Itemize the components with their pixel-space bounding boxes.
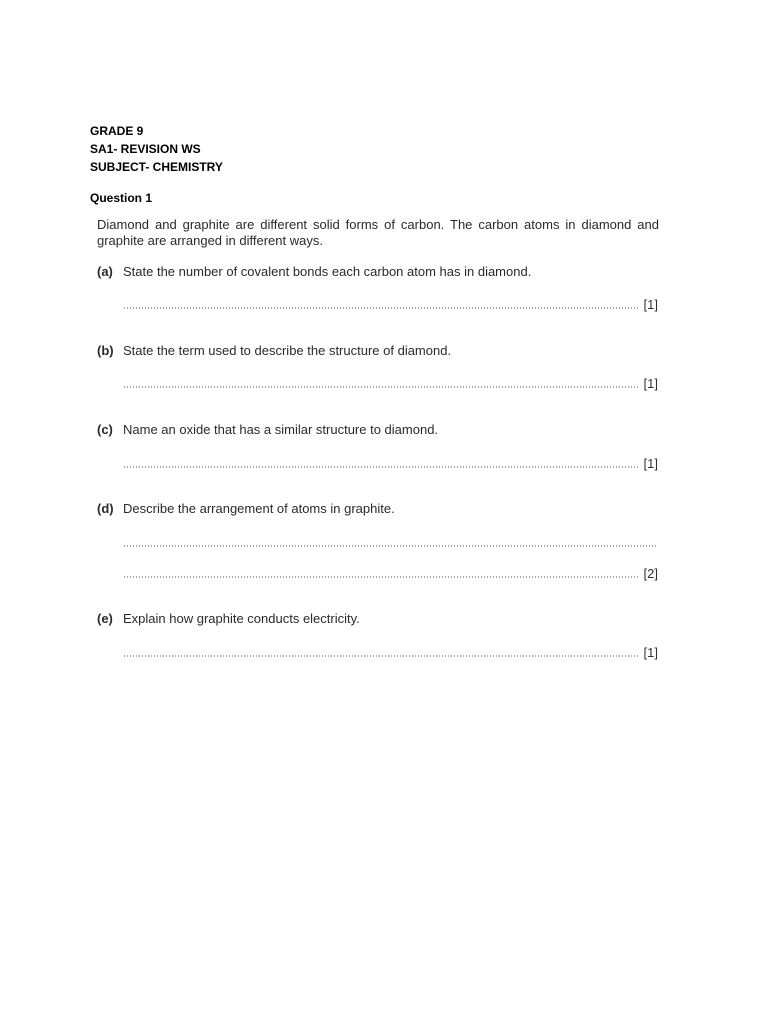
question-part-c bbox=[97, 422, 659, 437]
answer-line-d-1[interactable] bbox=[123, 534, 658, 550]
marks-label: [1] bbox=[643, 456, 658, 471]
dotted-line bbox=[123, 655, 638, 657]
part-label: (c) bbox=[97, 422, 113, 437]
dotted-line bbox=[123, 386, 638, 388]
answer-line-d-2[interactable] bbox=[123, 565, 658, 581]
part-label: (d) bbox=[97, 501, 114, 516]
part-text: State the number of covalent bonds each carbon atom has in diamond. bbox=[123, 264, 532, 279]
answer-line-e[interactable] bbox=[123, 644, 658, 660]
answer-line-b[interactable] bbox=[123, 375, 658, 391]
grade-heading: GRADE 9 bbox=[90, 124, 144, 138]
part-label: (e) bbox=[97, 611, 113, 626]
part-text: Explain how graphite conducts electricity. bbox=[123, 611, 360, 626]
revision-heading: SA1- REVISION WS bbox=[90, 142, 201, 156]
answer-line-a[interactable] bbox=[123, 296, 658, 312]
marks-label: [2] bbox=[643, 566, 658, 581]
part-text: State the term used to describe the structure of diamond. bbox=[123, 343, 452, 358]
question-intro: Diamond and graphite are different solid forms of carbon. The carbon atoms in diamond and graphite are arranged in different ways. bbox=[97, 217, 659, 248]
dotted-line bbox=[123, 545, 658, 547]
subject-heading: SUBJECT- CHEMISTRY bbox=[90, 160, 223, 174]
dotted-line bbox=[123, 307, 638, 309]
question-part-d bbox=[97, 501, 659, 516]
part-text: Describe the arrangement of atoms in graphite. bbox=[123, 501, 395, 516]
question-title: Question 1 bbox=[90, 191, 153, 205]
question-part-a bbox=[97, 264, 659, 279]
part-label: (a) bbox=[97, 264, 113, 279]
marks-label: [1] bbox=[643, 297, 658, 312]
part-text: Name an oxide that has a similar structure to diamond. bbox=[123, 422, 439, 437]
dotted-line bbox=[123, 576, 638, 578]
marks-label: [1] bbox=[643, 376, 658, 391]
part-label: (b) bbox=[97, 343, 114, 358]
dotted-line bbox=[123, 466, 638, 468]
question-part-e bbox=[97, 611, 659, 626]
marks-label: [1] bbox=[643, 645, 658, 660]
worksheet-header bbox=[90, 122, 223, 176]
question-part-b bbox=[97, 343, 659, 358]
answer-line-c[interactable] bbox=[123, 455, 658, 471]
